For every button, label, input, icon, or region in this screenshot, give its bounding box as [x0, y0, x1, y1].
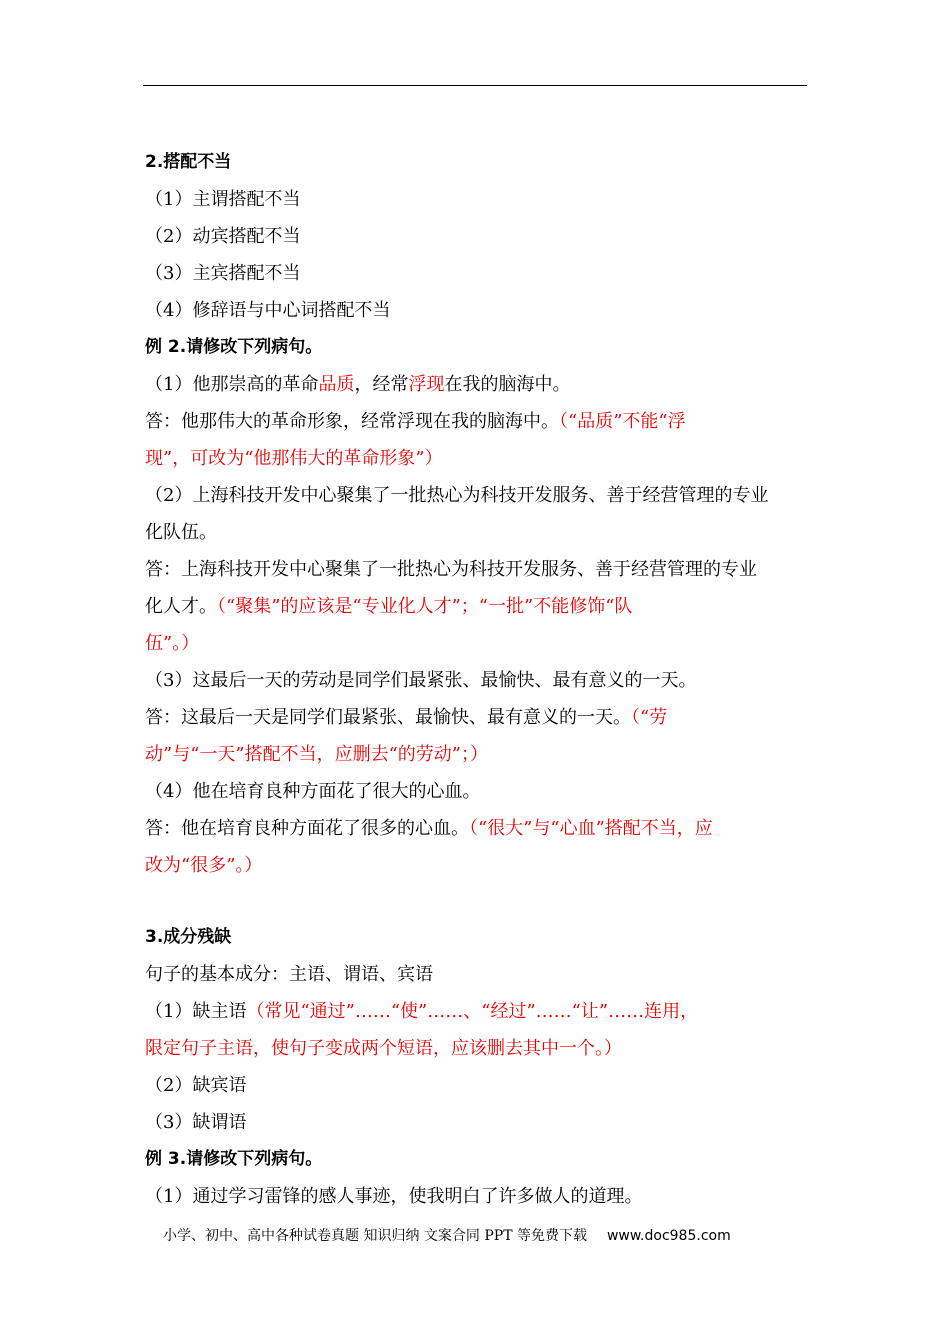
ex2-question-3: （3）这最后一天的劳动是同学们最紧张、最愉快、最有意义的一天。	[145, 670, 697, 691]
item-label: （1）缺主语	[145, 1001, 247, 1022]
s2-item-1: （1）主谓搭配不当	[145, 189, 301, 210]
section-3-title: 3.成分残缺	[145, 927, 232, 947]
ex2-answer-2-line-3: 伍”。）	[145, 633, 200, 654]
example-3-title: 例 3.请修改下列病句。	[145, 1149, 323, 1169]
footer-url: www.doc985.com	[606, 1228, 731, 1244]
answer-note: （“很大”与“心血”搭配不当，应	[469, 818, 713, 839]
answer-text: 答：他在培育良种方面花了很多的心血。	[145, 818, 469, 839]
ex2-question-2-line-1: （2）上海科技开发中心聚集了一批热心为科技开发服务、善于经营管理的专业	[145, 485, 769, 506]
s2-item-3: （3）主宾搭配不当	[145, 263, 301, 284]
s3-item-1-line-2: 限定句子主语，使句子变成两个短语，应该删去其中一个。）	[145, 1038, 622, 1059]
s3-intro: 句子的基本成分：主语、谓语、宾语	[145, 964, 433, 985]
ex3-question-1: （1）通过学习雷锋的感人事迹，使我明白了许多做人的道理。	[145, 1186, 643, 1207]
ex2-question-4: （4）他在培育良种方面花了很大的心血。	[145, 781, 481, 802]
answer-text: 答：他那伟大的革命形象，经常浮现在我的脑海中。	[145, 411, 559, 432]
ex2-answer-3-line-2: 动”与“一天”搭配不当，应删去“的劳动”；）	[145, 744, 489, 765]
s2-item-4: （4）修辞语与中心词搭配不当	[145, 300, 391, 321]
section-2-title: 2.搭配不当	[145, 152, 232, 172]
page-footer	[163, 1225, 731, 1245]
example-2-title: 例 2.请修改下列病句。	[145, 337, 323, 357]
ex2-answer-2-line-1: 答：上海科技开发中心聚集了一批热心为科技开发服务、善于经营管理的专业	[145, 559, 757, 580]
ex2-answer-1-line-2: 现”，可改为“他那伟大的革命形象”）	[145, 448, 443, 469]
answer-text: 化人才。	[145, 596, 217, 617]
section-gap	[145, 884, 807, 919]
answer-note: （“劳	[631, 707, 668, 728]
ex2-answer-4-line-2: 改为“很多”。）	[145, 855, 263, 876]
s3-item-2: （2）缺宾语	[145, 1075, 247, 1096]
footer-text: 小学、初中、高中各种试卷真题 知识归纳 文案合同 PPT 等免费下载	[163, 1228, 587, 1244]
q1-part-a: （1）他那崇高的革命	[145, 374, 319, 395]
item-note: （常见“通过”……“使”……、“经过”……“让”……连用，	[246, 1001, 699, 1022]
header-rule	[143, 85, 807, 86]
document-body	[145, 144, 807, 1215]
s3-item-3: （3）缺谓语	[145, 1112, 247, 1133]
answer-note: （“聚集”的应该是“专业化人才”；“一批”不能修饰“队	[217, 596, 633, 617]
q1-highlight-emerge: 浮现	[408, 374, 445, 395]
s3-item-1-line-1	[145, 993, 807, 1030]
ex2-answer-4-line-1	[145, 810, 807, 847]
q1-highlight-quality: 品质	[318, 374, 355, 395]
ex2-question-2-line-2: 化队伍。	[145, 522, 217, 543]
answer-note: （“品质”不能“浮	[559, 411, 686, 432]
q1-part-c: ，经常	[354, 374, 409, 395]
q1-part-e: 在我的脑海中。	[444, 374, 571, 395]
ex2-question-1	[145, 366, 807, 403]
ex2-answer-2-line-2	[145, 588, 807, 625]
ex2-answer-3-line-1	[145, 699, 807, 736]
s2-item-2: （2）动宾搭配不当	[145, 226, 301, 247]
answer-text: 答：这最后一天是同学们最紧张、最愉快、最有意义的一天。	[145, 707, 631, 728]
ex2-answer-1-line-1	[145, 403, 807, 440]
